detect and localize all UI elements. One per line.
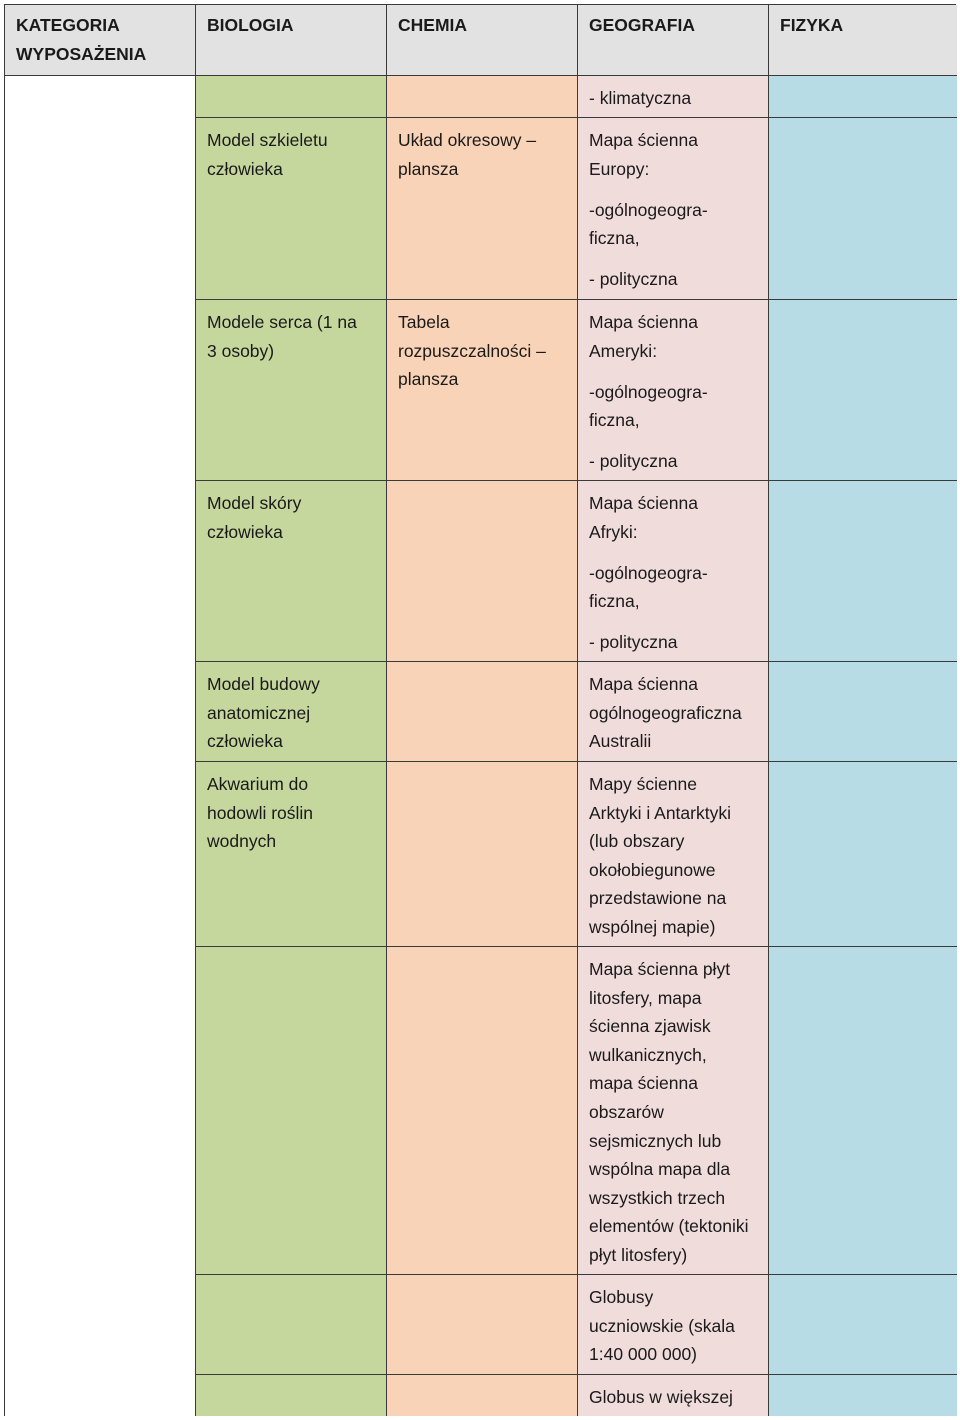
geografia-item: Mapa ścienna Afryki: xyxy=(589,493,698,542)
chemia-cell xyxy=(387,76,578,118)
geografia-item: Globusy uczniowskie (skala 1:40 000 000) xyxy=(589,1287,735,1365)
geografia-cell xyxy=(578,947,769,1275)
biologia-cell xyxy=(196,1375,387,1416)
fizyka-cell xyxy=(769,662,957,762)
chemia-cell: Tabela rozpuszczalności – plansza xyxy=(387,300,578,481)
chemia-cell xyxy=(387,1275,578,1375)
biologia-cell: Akwarium do hodowli roślin wodnych xyxy=(196,762,387,947)
fizyka-cell xyxy=(769,1375,957,1416)
equipment-table xyxy=(4,4,956,1416)
chemia-cell: Układ okresowy – plansza xyxy=(387,118,578,300)
kategoria-column-cell xyxy=(5,76,196,1416)
chemia-cell xyxy=(387,1375,578,1416)
geografia-item: -ogólnogeogra- ficzna, xyxy=(589,562,708,612)
geografia-item: - polityczna xyxy=(589,632,678,653)
header-kategoria-wyposazenia: KATEGORIA WYPOSAŻENIA xyxy=(5,5,196,76)
chemia-cell xyxy=(387,947,578,1275)
fizyka-cell xyxy=(769,762,957,947)
biologia-cell: Model szkieletu człowieka xyxy=(196,118,387,300)
header-biologia: BIOLOGIA xyxy=(196,5,387,76)
biologia-cell: Model budowy anatomicznej człowieka xyxy=(196,662,387,762)
geografia-item: Mapa ścienna Europy: xyxy=(589,130,698,179)
geografia-cell xyxy=(578,118,769,300)
biologia-cell xyxy=(196,1275,387,1375)
geografia-cell xyxy=(578,1275,769,1375)
header-geografia: GEOGRAFIA xyxy=(578,5,769,76)
header-fizyka: FIZYKA xyxy=(769,5,957,76)
geografia-item: - polityczna xyxy=(589,269,678,290)
geografia-cell xyxy=(578,762,769,947)
geografia-item: Mapa ścienna Ameryki: xyxy=(589,312,698,361)
geografia-item: Globus w większej xyxy=(589,1387,733,1407)
biologia-cell xyxy=(196,947,387,1275)
fizyka-cell xyxy=(769,76,957,118)
fizyka-cell xyxy=(769,947,957,1275)
geografia-item: - polityczna xyxy=(589,451,678,472)
fizyka-cell xyxy=(769,118,957,300)
geografia-cell xyxy=(578,1375,769,1416)
geografia-cell xyxy=(578,662,769,762)
fizyka-cell xyxy=(769,300,957,481)
header-chemia: CHEMIA xyxy=(387,5,578,76)
biologia-cell: Modele serca (1 na 3 osoby) xyxy=(196,300,387,481)
geografia-item: Mapa ścienna płyt litosfery, mapa ścienna zjawisk wulkanicznych, mapa ścienna obszarów sejsmicznych lub wspólna mapa dla wszystkich trzech elementów (tektoniki płyt litosfery) xyxy=(589,959,749,1265)
geografia-cell xyxy=(578,76,769,118)
geografia-item: Mapa ścienna ogólnogeograficzna Australii xyxy=(589,674,742,752)
fizyka-cell xyxy=(769,481,957,662)
chemia-cell xyxy=(387,662,578,762)
biologia-cell xyxy=(196,76,387,118)
geografia-item: -ogólnogeogra- ficzna, xyxy=(589,381,708,431)
geografia-item: -ogólnogeogra- ficzna, xyxy=(589,199,708,249)
geografia-item: Mapy ścienne Arktyki i Antarktyki (lub obszary okołobiegunowe przedstawione na wspólnej mapie) xyxy=(589,774,731,937)
geografia-cell xyxy=(578,481,769,662)
biologia-cell: Model skóry człowieka xyxy=(196,481,387,662)
geografia-cell xyxy=(578,300,769,481)
fizyka-cell xyxy=(769,1275,957,1375)
chemia-cell xyxy=(387,481,578,662)
chemia-cell xyxy=(387,762,578,947)
geografia-item: - klimatyczna xyxy=(589,88,692,108)
